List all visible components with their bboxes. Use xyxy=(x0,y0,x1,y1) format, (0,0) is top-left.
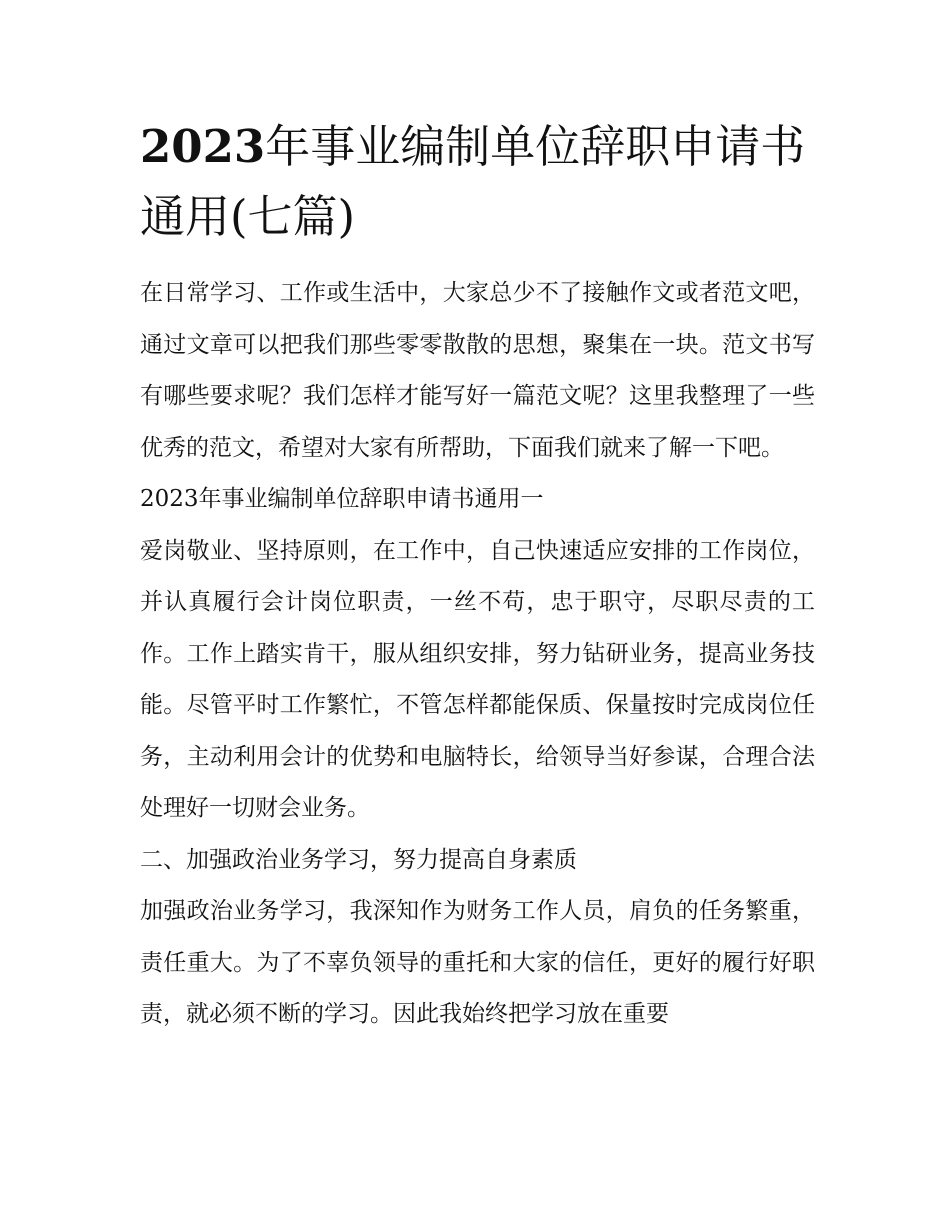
section-body-2: 加强政治业务学习，我深知作为财务工作人员，肩负的任务繁重，责任重大。为了不辜负领导的重托和大家的信任，更好的履行好职责，就必须不断的学习。因此我始终把学习放在重要 xyxy=(140,898,815,1027)
section-heading-2: 二、加强政治业务学习，努力提高自身素质 xyxy=(140,846,577,873)
section-heading-1: 2023年事业编制单位辞职申请书通用一 xyxy=(140,486,544,512)
title-text: 年事业编制单位辞职申请书通用(七篇) xyxy=(140,120,806,243)
document-title xyxy=(140,112,815,252)
section-body-1: 爱岗敬业、坚持原则，在工作中，自己快速适应安排的工作岗位，并认真履行会计岗位职责，一丝不苟，忠于职守，尽职尽责的工作。工作上踏实肯干，服从组织安排，努力钻研业务，提高业务技能。尽管平时工作繁忙，不管怎样都能保质、保量按时完成岗位任务，主动利用会计的优势和电脑特长，给领导当好参谋，合理合法处理好一切财会业务。 xyxy=(140,537,815,821)
intro-paragraph: 在日常学习、工作或生活中，大家总少不了接触作文或者范文吧，通过文章可以把我们那些零零散散的思想，聚集在一块。范文书写有哪些要求呢？我们怎样才能写好一篇范文呢？这里我整理了一些优秀的范文，希望对大家有所帮助，下面我们就来了解一下吧。 xyxy=(140,280,815,461)
title-year: 2023 xyxy=(140,120,266,173)
document-page xyxy=(140,112,815,1041)
